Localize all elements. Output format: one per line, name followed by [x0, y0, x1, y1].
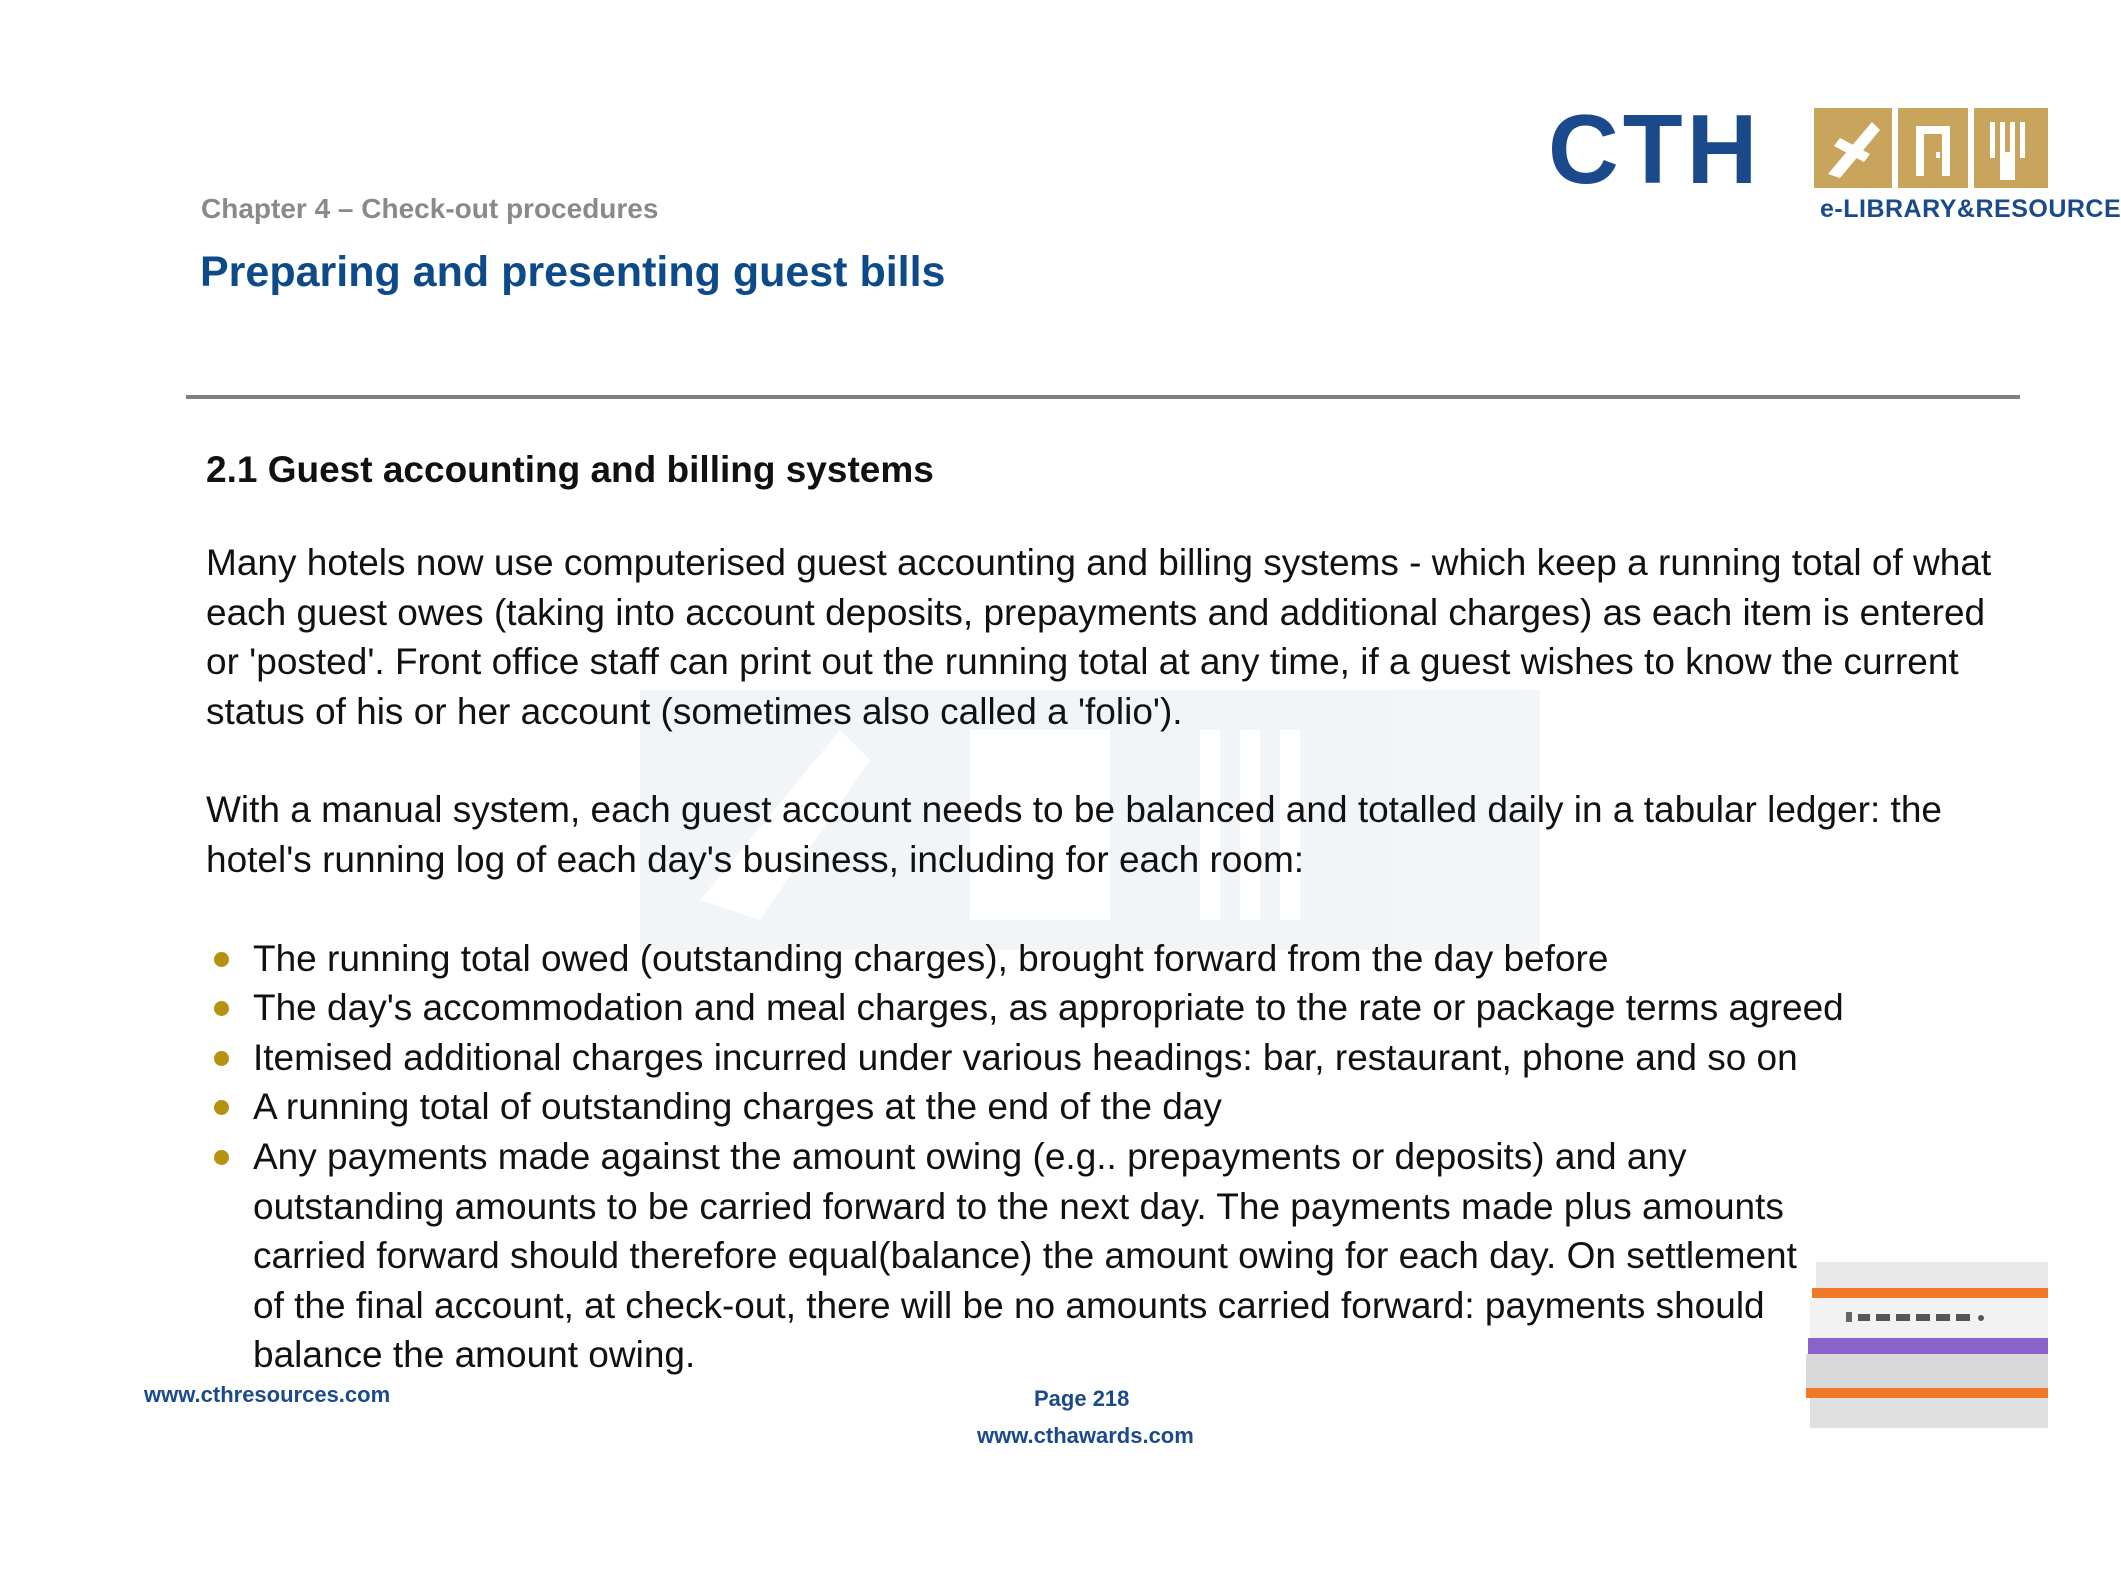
paragraph: Many hotels now use computerised guest accounting and billing systems - which keep a running total of what each guest owes (taking into account deposits, prepayments and additional charges) as each item is entered or 'posted'. Front office staff can print out the running total at any time, if a guest wishes to know the current status of his or her account (sometimes also called a 'folio'). — [206, 542, 1992, 732]
section-heading: 2.1 Guest accounting and billing systems — [206, 449, 934, 490]
main-content — [206, 440, 2016, 1380]
list-item-text: The running total owed (outstanding charges), brought forward from the day before — [253, 937, 1609, 979]
list-item-text: The day's accommodation and meal charges, as appropriate to the rate or package terms agreed — [253, 987, 1844, 1029]
paragraph: With a manual system, each guest account needs to be balanced and totalled daily in a tabular ledger: the hotel's running log of each day's business, including for each room: — [206, 789, 1942, 880]
door-icon — [1898, 108, 1968, 188]
list-item — [206, 1132, 1833, 1380]
list-item — [206, 1082, 2016, 1132]
logo-tagline: e-LIBRARY&RESOURCE — [1820, 195, 2121, 223]
list-item-text: Any payments made against the amount owing (e.g.. prepayments or deposits) and any outstanding amounts to be carried forward to the next day. The payments made plus amounts carried forward should therefore equal(balance) the amount owing for each day. On settlement of the final account, at check-out, there will be no amounts carried forward: payments should balance the amount owing. — [253, 1135, 1797, 1376]
bullet-icon — [214, 952, 229, 967]
logo-text: CTH — [1548, 94, 1762, 204]
fork-icon — [1974, 108, 2048, 188]
page-title: Preparing and presenting guest bills — [200, 248, 946, 296]
list-item-text: A running total of outstanding charges at the end of the day — [253, 1086, 1222, 1128]
cth-logo — [1548, 94, 2121, 225]
bullet-icon — [214, 1001, 229, 1016]
footer-awards-link[interactable]: www.cthawards.com — [977, 1423, 1194, 1448]
list-item — [206, 1033, 2016, 1083]
airplane-icon — [1814, 108, 1892, 188]
bullet-list — [206, 934, 2016, 1380]
list-item — [206, 934, 2016, 984]
header-divider — [186, 395, 2020, 399]
books-image — [1806, 1262, 2048, 1432]
logo-tiles — [1814, 108, 2048, 188]
bullet-icon — [214, 1051, 229, 1066]
list-item-text: Itemised additional charges incurred under various headings: bar, restaurant, phone and so on — [253, 1036, 1798, 1078]
list-item — [206, 983, 2016, 1033]
page-number: Page 218 — [1034, 1386, 1130, 1411]
bullet-icon — [214, 1150, 229, 1165]
footer-resources-link[interactable]: www.cthresources.com — [144, 1382, 391, 1407]
chapter-label: Chapter 4 – Check-out procedures — [201, 193, 659, 224]
bullet-icon — [214, 1100, 229, 1115]
